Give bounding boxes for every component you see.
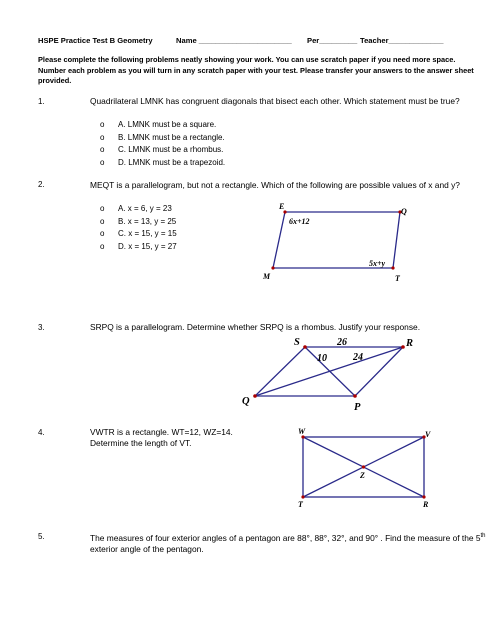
- label-t: T: [298, 500, 303, 509]
- label-m: M: [263, 272, 271, 281]
- center-z-dot: [362, 465, 365, 468]
- question-4-text: VWTR is a rectangle. WT=12, WZ=14. Determine the length of VT.: [90, 427, 233, 448]
- worksheet-title: HSPE Practice Test B Geometry: [38, 36, 153, 45]
- teacher-field[interactable]: Teacher_____________: [360, 36, 444, 45]
- vertex-r-dot: [422, 495, 425, 498]
- question-3-number: 3.: [38, 323, 45, 332]
- label-t: T: [395, 274, 400, 283]
- label-w: W: [298, 427, 306, 436]
- period-field[interactable]: Per_________: [307, 36, 358, 45]
- label-e: E: [279, 202, 285, 211]
- angle-t-expression: 5x+y: [369, 259, 386, 268]
- option-item[interactable]: o B. LMNK must be a rectangle.: [100, 132, 225, 142]
- side-sr-length: 26: [337, 337, 347, 348]
- question-2-text: MEQT is a parallelogram, but not a rectangle. Which of the following are possible values of x and y?: [90, 180, 460, 190]
- option-item[interactable]: o C. x = 15, y = 15: [100, 229, 177, 238]
- angle-e-expression: 6x+12: [289, 217, 310, 226]
- label-s: S: [294, 337, 300, 348]
- option-item[interactable]: o B. x = 13, y = 25: [100, 216, 177, 226]
- question-1-text: Quadrilateral LMNK has congruent diagonals that bisect each other. Which statement must be true?: [90, 96, 460, 106]
- segment-24-length: 24: [353, 352, 363, 363]
- option-item[interactable]: o A. LMNK must be a square.: [100, 120, 217, 129]
- label-z: Z: [360, 471, 365, 480]
- question-1-number: 1.: [38, 97, 45, 106]
- vertex-t-dot: [301, 495, 304, 498]
- option-item[interactable]: o D. x = 15, y = 27: [100, 241, 177, 251]
- question-5-number: 5.: [38, 532, 45, 541]
- label-r: R: [423, 500, 429, 509]
- option-item[interactable]: o A. x = 6, y = 23: [100, 204, 172, 213]
- label-p: P: [354, 402, 361, 413]
- question-2-number: 2.: [38, 180, 45, 189]
- question-3-text: SRPQ is a parallelogram. Determine whether SRPQ is a rhombus. Justify your response.: [90, 322, 421, 332]
- question-4-number: 4.: [38, 428, 45, 437]
- option-item[interactable]: o C. LMNK must be a rhombus.: [100, 145, 224, 154]
- label-q: Q: [242, 396, 250, 407]
- segment-10-length: 10: [317, 353, 327, 364]
- question-5-text: The measures of four exterior angles of a pentagon are 88°, 88°, 32°, and 90° . Find the measure of the 5th exterior angle of the pentagon.: [90, 532, 486, 554]
- option-item[interactable]: o D. LMNK must be a trapezoid.: [100, 157, 226, 167]
- label-q: Q: [401, 207, 407, 216]
- label-v: V: [425, 430, 431, 439]
- label-r: R: [406, 338, 414, 349]
- instructions: Please complete the following problems neatly showing your work. You can use scratch paper if you need more space. Number each problem as you will turn in any scratch paper with your test. Please transfer your answers to the answer sheet provided.: [38, 55, 474, 85]
- name-field[interactable]: Name ______________________: [176, 36, 292, 45]
